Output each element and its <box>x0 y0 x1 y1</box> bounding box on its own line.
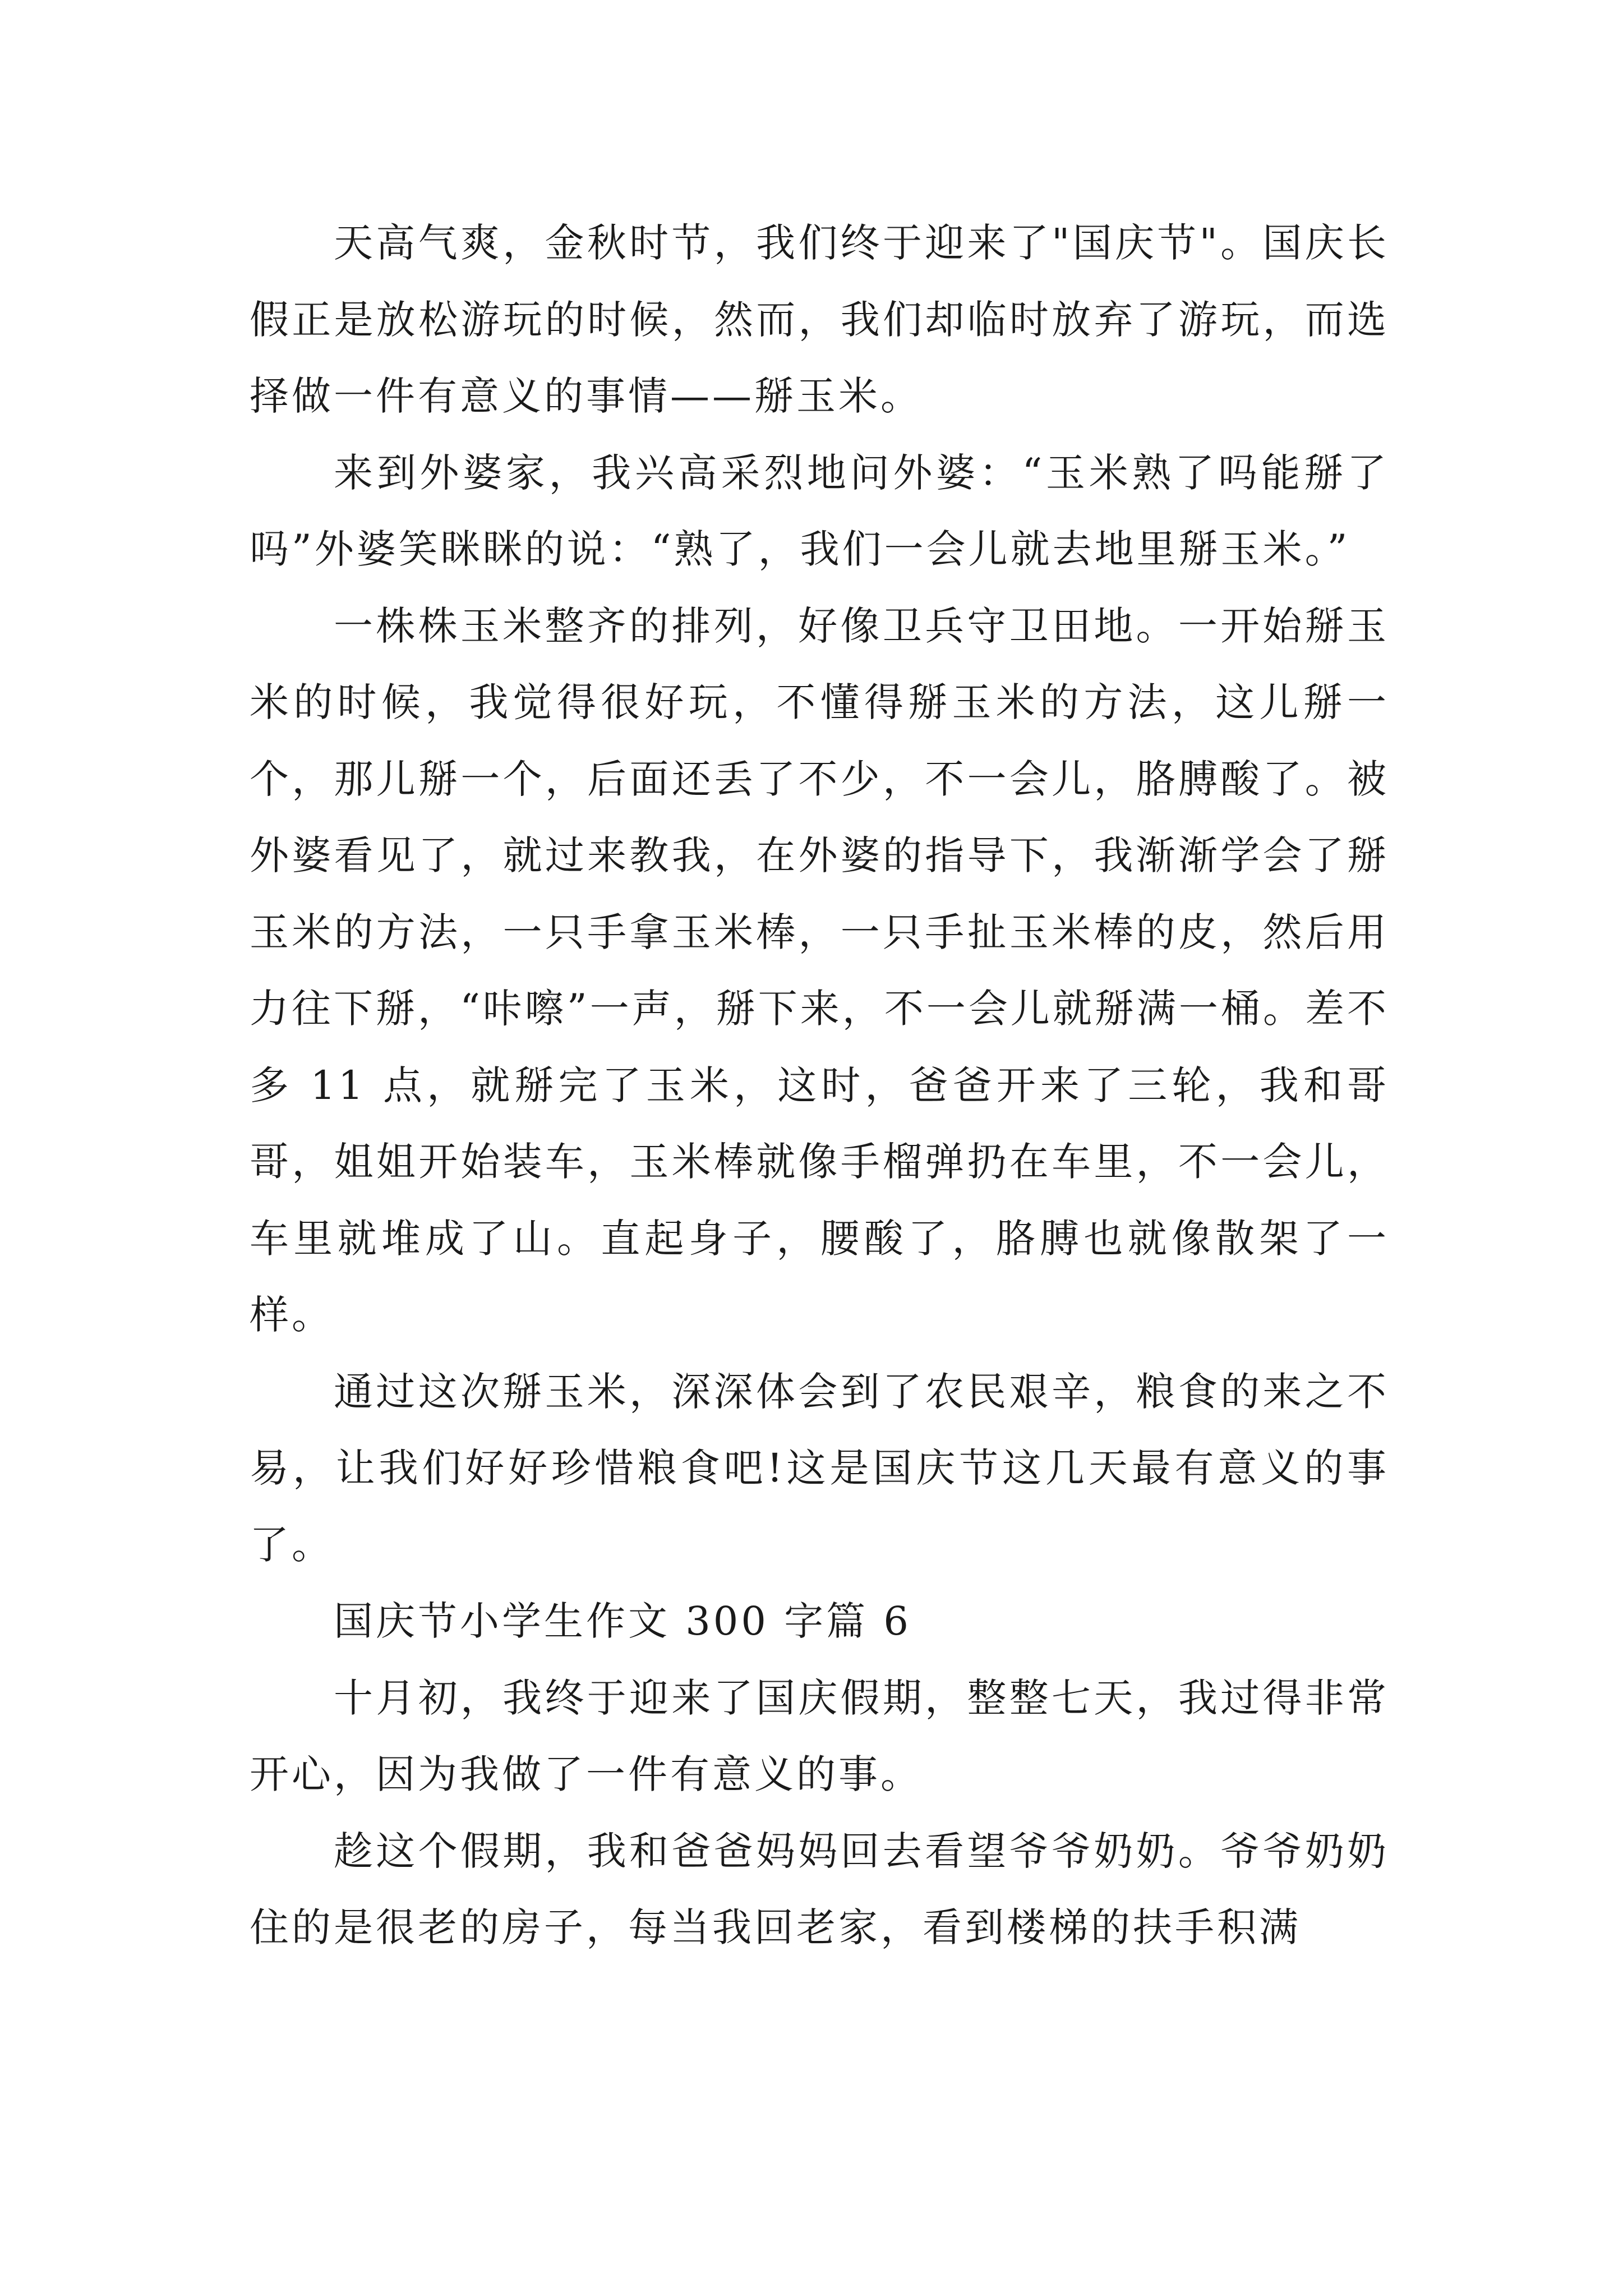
paragraph-reflection: 通过这次掰玉米，深深体会到了农民艰辛，粮食的来之不易，让我们好好珍惜粮食吧!这是国庆节这几天最有意义的事了。 <box>250 1368 1389 1568</box>
paragraph-visit-grandparents: 趁这个假期，我和爸爸妈妈回去看望爷爷奶奶。爷爷奶奶住的是很老的房子，每当我回老家，看到楼梯的扶手积满 <box>250 1828 1389 1950</box>
essay-heading: 国庆节小学生作文 300 字篇 6 <box>334 1598 911 1644</box>
paragraph-october-holiday: 十月初，我终于迎来了国庆假期，整整七天，我过得非常开心，因为我做了一件有意义的事。 <box>250 1674 1389 1797</box>
article-body <box>250 205 1389 1966</box>
paragraph-picking-corn: 一株株玉米整齐的排列，好像卫兵守卫田地。一开始掰玉米的时候，我觉得很好玩，不懂得掰玉米的方法，这儿掰一个，那儿掰一个，后面还丢了不少，不一会儿，胳膊酸了。被外婆看见了，就过来教我，在外婆的指导下，我渐渐学会了掰玉米的方法，一只手拿玉米棒，一只手扯玉米棒的皮，然后用力往下掰，“咔嚓”一声，掰下来，不一会儿就掰满一桶。差不多 11 点，就掰完了玉米，这时，爸爸开来了三轮，我和哥哥，姐姐开始装车，玉米棒就像手榴弹扔在车里，不一会儿，车里就堆成了山。直起身子，腰酸了，胳膊也就像散架了一样。 <box>250 602 1389 1338</box>
paragraph-national-day-intro: 天高气爽，金秋时节，我们终于迎来了"国庆节"。国庆长假正是放松游玩的时候，然而，我们却临时放弃了游玩，而选择做一件有意义的事情——掰玉米。 <box>250 220 1389 419</box>
paragraph-grandma-house: 来到外婆家，我兴高采烈地问外婆：“玉米熟了吗能掰了吗”外婆笑眯眯的说：“熟了，我们一会儿就去地里掰玉米。” <box>250 449 1389 572</box>
